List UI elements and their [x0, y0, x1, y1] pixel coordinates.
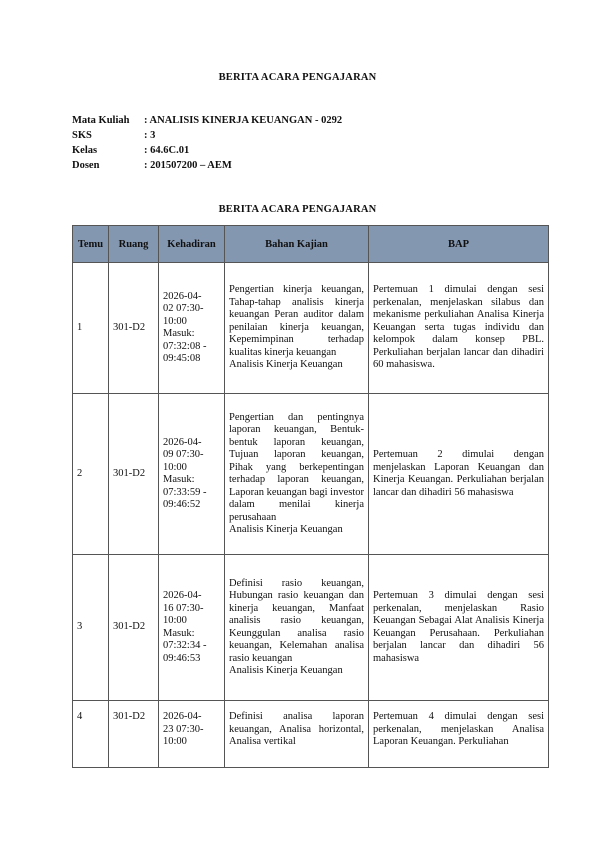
kelas-label: Kelas [72, 145, 98, 156]
bahan-kajian-subject: Analisis Kinerja Keuangan [229, 359, 343, 371]
table-row [73, 394, 549, 555]
bahan-kajian-text: Pengertian dan pentingnya laporan keuangan, Bentuk-bentuk laporan keuangan, Tujuan laporan keuangan, Pihak yang berkepentingan terhadap laporan keuangan, Laporan keuangan bagi investor dalam menilai kinerja perusahaan [229, 411, 364, 523]
cell-bap: Pertemuan 2 dimulai dengan menjelaskan Laporan Keuangan dan Kinerja Keuangan. Perkuliahan berjalan lancar dan dihadiri 56 mahasiswa [369, 394, 549, 555]
cell-temu: 2 [73, 394, 109, 555]
table-row [73, 701, 549, 768]
cell-kehadiran: 2026-04- 23 07:30- 10:00 [159, 701, 225, 768]
cell-kehadiran: 2026-04- 02 07:30- 10:00 Masuk: 07:32:08 - 09:45:08 [159, 263, 225, 394]
cell-bahan-kajian [225, 555, 369, 701]
mata-kuliah-label: Mata Kuliah [72, 115, 130, 126]
header-ruang: Ruang [109, 226, 159, 263]
table-title: BERITA ACARA PENGAJARAN [218, 204, 377, 215]
cell-temu: 3 [73, 555, 109, 701]
cell-bahan-kajian [225, 394, 369, 555]
course-row-dosen [72, 158, 342, 173]
page-title: BERITA ACARA PENGAJARAN [218, 72, 377, 83]
course-row-mata-kuliah [72, 113, 342, 128]
table-row [73, 555, 549, 701]
cell-bap: Pertemuan 3 dimulai dengan sesi perkenalan, menjelaskan Rasio Keuangan Sebagai Alat Analisis Kinerja Keuangan Perusahaan. Perkuliahan berjalan lancar dan dihadiri 56 mahasiswa [369, 555, 549, 701]
bahan-kajian-text: Definisi rasio keuangan, Hubungan rasio keuangan dan kinerja keuangan, Manfaat analisis rasio keuangan, Keunggulan analisa rasio keuangan, Kelemahan analisa rasio keuangan [229, 577, 364, 664]
course-row-kelas [72, 143, 342, 158]
cell-ruang: 301-D2 [109, 555, 159, 701]
cell-bap: Pertemuan 4 dimulai dengan sesi perkenalan, menjelaskan Analisa Laporan Keuangan. Perkuliahan [369, 701, 549, 768]
mata-kuliah-value: : ANALISIS KINERJA KEUANGAN - 0292 [144, 115, 343, 126]
header-temu: Temu [73, 226, 109, 263]
bahan-kajian-subject: Analisis Kinerja Keuangan [229, 665, 343, 676]
cell-bahan-kajian [225, 263, 369, 394]
course-info [72, 113, 342, 173]
cell-kehadiran: 2026-04- 09 07:30- 10:00 Masuk: 07:33:59 - 09:46:52 [159, 394, 225, 555]
bahan-kajian-text: Definisi analisa laporan keuangan, Analisa horizontal, Analisa vertikal [229, 711, 364, 747]
header-bap: BAP [369, 226, 549, 263]
kelas-value: : 64.6C.01 [144, 145, 190, 156]
cell-ruang: 301-D2 [109, 263, 159, 394]
table-header-row [73, 226, 549, 263]
cell-kehadiran: 2026-04- 16 07:30- 10:00 Masuk: 07:32:34 - 09:46:53 [159, 555, 225, 701]
cell-ruang: 301-D2 [109, 394, 159, 555]
cell-bap: Pertemuan 1 dimulai dengan sesi perkenalan, menjelaskan silabus dan mekanisme perkuliahan Analisa Kinerja Keuangan serta tugas individu dan kelompok dalam konsep PBL. Perkuliahan berjalan lancar dan dihadiri 60 mahasiswa. [369, 263, 549, 394]
header-bahan-kajian: Bahan Kajian [225, 226, 369, 263]
course-row-sks [72, 128, 342, 143]
bap-table [72, 225, 549, 768]
dosen-label: Dosen [72, 160, 100, 171]
sks-value: : 3 [144, 130, 156, 141]
bahan-kajian-text: Pengertian kinerja keuangan, Tahap-tahap analisis kinerja keuangan Peran auditor dalam penilaian kinerja keuangan, Kepemimpinan terhadap kualitas kinerja keuangan [229, 284, 364, 358]
cell-bahan-kajian [225, 701, 369, 768]
header-kehadiran: Kehadiran [159, 226, 225, 263]
bahan-kajian-subject: Analisis Kinerja Keuangan [229, 524, 343, 535]
table-row [73, 263, 549, 394]
cell-temu: 4 [73, 701, 109, 768]
sks-label: SKS [72, 130, 92, 141]
cell-ruang: 301-D2 [109, 701, 159, 768]
dosen-value: : 201507200 – AEM [144, 160, 232, 171]
cell-temu: 1 [73, 263, 109, 394]
